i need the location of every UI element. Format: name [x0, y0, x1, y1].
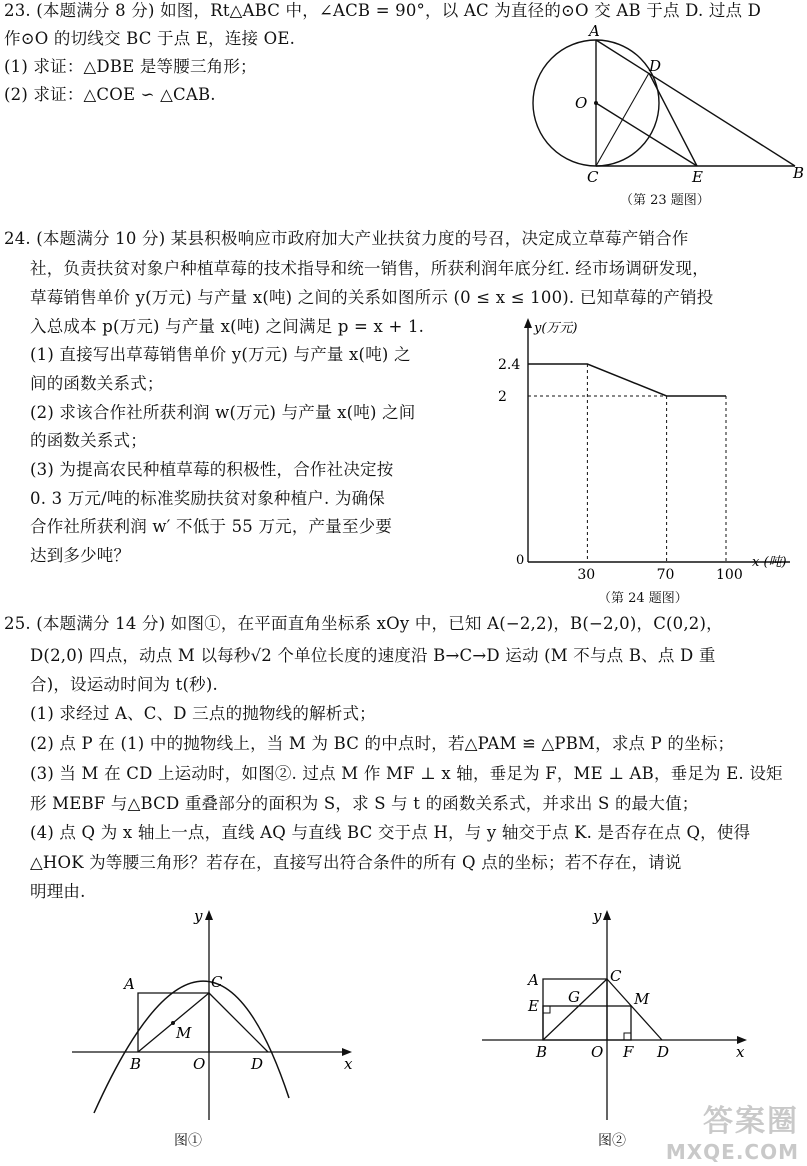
q24-line: 达到多少吨？ [30, 546, 131, 565]
rectangle-mebf [543, 1006, 631, 1040]
label-a: A [589, 22, 600, 40]
label-x: x [344, 1055, 353, 1073]
label-c: C [587, 168, 599, 186]
q24-line: 入总成本 p(万元) 与产量 x(吨) 之间满足 p = x + 1. [30, 317, 425, 336]
q23-figure [525, 22, 807, 212]
label-b: B [130, 1055, 142, 1073]
watermark-url: MXQE.COM [665, 1140, 799, 1164]
q24-line: (2) 求该合作社所获利润 w(万元) 与产量 x(吨) 之间 [30, 403, 416, 422]
label-o: O [591, 1043, 604, 1061]
segment-ab [596, 40, 795, 166]
label-f: F [623, 1043, 634, 1061]
label-e: E [692, 168, 703, 186]
label-c: C [211, 973, 223, 991]
segment-cd [596, 73, 649, 166]
q23-line: 23. (本题满分 8 分) 如图，Rt△ABC 中，∠ACB = 90°，以 AC 为直径的⊙O 交 AB 于点 D. 过点 D [4, 1, 762, 20]
label-b: B [536, 1043, 548, 1061]
label-d: D [251, 1055, 264, 1073]
q24-line: 草莓销售单价 y(万元) 与产量 x(吨) 之间的关系如图所示 (0 ≤ x ≤ 100). 已知草莓的产销投 [30, 288, 714, 307]
parabola [94, 981, 289, 1113]
q24-line: (1) 直接写出草莓销售单价 y(万元) 与产量 x(吨) 之 [30, 345, 411, 364]
y-axis-label: y(万元) [534, 321, 578, 336]
q23-line: (1) 求证：△DBE 是等腰三角形； [4, 57, 257, 76]
x-tick-label: 30 [577, 567, 596, 583]
q25-line: (3) 当 M 在 CD 上运动时，如图②. 过点 M 作 MF ⊥ x 轴，垂足为 F，ME ⊥ AB，垂足为 E. 设矩 [30, 764, 783, 783]
watermark-logo-text: 答案圈 [703, 1104, 799, 1139]
q25-line: 形 MEBF 与△BCD 重叠部分的面积为 S，求 S 与 t 的函数关系式，并求出 S 的最大值； [30, 794, 699, 813]
y-axis-arrow [603, 910, 611, 920]
label-m: M [176, 1024, 192, 1042]
segment-oe [596, 103, 697, 166]
label-a: A [528, 971, 539, 989]
point-m [171, 1021, 175, 1025]
label-a: A [124, 975, 135, 993]
label-y: y [593, 907, 602, 925]
label-m: M [634, 990, 650, 1008]
q25-line: 合)，设运动时间为 t(秒). [30, 675, 218, 694]
y-tick-label: 2.4 [498, 357, 521, 373]
q24-line: 的函数关系式； [30, 431, 147, 450]
q24-line: (3) 为提高农民种植草莓的积极性，合作社决定按 [30, 460, 394, 479]
label-c: C [610, 967, 622, 985]
label-o: O [193, 1055, 206, 1073]
x-tick-label: 70 [656, 567, 675, 583]
label-d: D [649, 57, 662, 75]
q24-line: 0. 3 万元/吨的标准奖励扶贫对象种植户. 为确保 [30, 489, 385, 508]
q24-line: 24. (本题满分 10 分) 某县积极响应市政府加大产业扶贫力度的号召，决定成立草莓产销合作 [4, 229, 689, 248]
q24-chart [490, 312, 807, 582]
q25-line: (1) 求经过 A、C、D 三点的抛物线的解析式； [30, 704, 376, 723]
label-d: D [657, 1043, 670, 1061]
q25-line: (2) 点 P 在 (1) 中的抛物线上，当 M 为 BC 的中点时，若△PAM ≌ △PBM，求点 P 的坐标； [30, 734, 735, 753]
q25-figure-1 [60, 905, 360, 1135]
y-axis-arrow [524, 318, 532, 328]
series-line [528, 364, 726, 396]
q25-line: D(2,0) 四点，动点 M 以每秒√2 个单位长度的速度沿 B→C→D 运动 (M 不与点 B、点 D 重 [30, 646, 716, 665]
x-tick-label: 100 [716, 567, 743, 583]
label-e: E [528, 997, 539, 1015]
label-o: O [575, 94, 588, 112]
right-angle-f [624, 1033, 631, 1040]
watermark [666, 1096, 799, 1164]
q24-line: 社，负责扶贫对象户种植草莓的技术指导和统一销售，所获利润年底分红. 经市场调研发现， [30, 259, 709, 278]
x-axis-label: x (吨) [752, 555, 787, 570]
q24-line: 合作社所获利润 w′ 不低于 55 万元，产量至少要 [30, 517, 393, 536]
q23-caption: （第 23 题图） [620, 193, 710, 208]
origin-label: 0 [516, 553, 525, 568]
label-b: B [793, 164, 805, 182]
center-dot [594, 101, 598, 105]
q23-line: 作⊙O 的切线交 BC 于点 E，连接 OE. [4, 29, 296, 48]
q25-fig2-caption: 图② [598, 1133, 626, 1149]
q25-line: 25. (本题满分 14 分) 如图①，在平面直角坐标系 xOy 中，已知 A(−2,2)，B(−2,0)，C(0,2)， [4, 614, 723, 633]
q24-caption: （第 24 题图） [598, 591, 688, 606]
q25-line: (4) 点 Q 为 x 轴上一点，直线 AQ 与直线 BC 交于点 H，与 y 轴交于点 K. 是否存在点 Q，使得 [30, 823, 751, 842]
segment-cd [607, 979, 662, 1040]
label-x: x [736, 1043, 745, 1061]
label-y: y [194, 907, 203, 925]
y-axis-arrow [205, 910, 213, 920]
label-g: G [568, 988, 580, 1006]
segment-cd [209, 993, 268, 1052]
q25-fig1-caption: 图① [174, 1133, 202, 1149]
right-angle-e [543, 1006, 550, 1013]
q23-line: (2) 求证：△COE ∽ △CAB. [4, 85, 216, 104]
q25-line: △HOK 为等腰三角形？若存在，直接写出符合条件的所有 Q 点的坐标；若不存在，请说 [30, 853, 682, 872]
y-tick-label: 2 [498, 389, 507, 405]
q24-line: 间的函数关系式； [30, 374, 164, 393]
q25-line: 明理由. [30, 882, 86, 901]
